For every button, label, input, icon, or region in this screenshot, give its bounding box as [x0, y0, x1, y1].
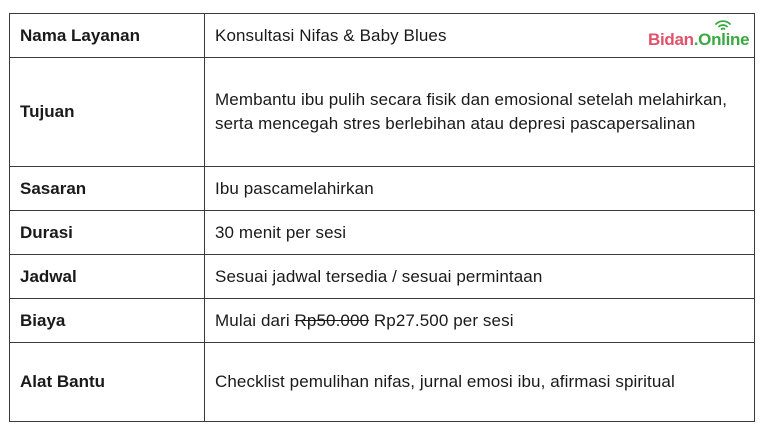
logo-online-text: Online: [698, 30, 750, 49]
table-row-biaya: [10, 299, 755, 343]
row-label: Nama Layanan: [10, 14, 205, 58]
table-row-jadwal: [10, 255, 755, 299]
logo-bidan-text: Bidan: [648, 30, 694, 49]
row-value: [205, 299, 755, 343]
table-row-alat-bantu: [10, 343, 755, 422]
row-label: Tujuan: [10, 58, 205, 167]
row-label: Sasaran: [10, 167, 205, 211]
row-label: Alat Bantu: [10, 343, 205, 422]
table-row-sasaran: [10, 167, 755, 211]
old-price: Rp50.000: [294, 310, 370, 330]
service-info-table: [9, 13, 755, 422]
table-row-tujuan: [10, 58, 755, 167]
table-row-nama-layanan: [10, 14, 755, 58]
logo-dot: .: [693, 30, 699, 49]
logo-wordmark: [648, 30, 749, 50]
row-value: 30 menit per sesi: [205, 211, 755, 255]
row-value: Membantu ibu pulih secara fisik dan emosional setelah melahirkan, serta mencegah stres berlebihan atau depresi pascapersalinan: [205, 58, 755, 167]
row-value: Konsultasi Nifas & Baby Blues: [205, 14, 755, 58]
row-label: Jadwal: [10, 255, 205, 299]
row-value: Ibu pascamelahirkan: [205, 167, 755, 211]
row-value: Sesuai jadwal tersedia / sesuai permintaan: [205, 255, 755, 299]
row-label: Durasi: [10, 211, 205, 255]
row-value: Checklist pemulihan nifas, jurnal emosi ibu, afirmasi spiritual: [205, 343, 755, 422]
bidan-online-logo: [648, 20, 748, 50]
row-label: Biaya: [10, 299, 205, 343]
price-prefix: Mulai dari: [215, 310, 290, 330]
table-row-durasi: [10, 211, 755, 255]
new-price: Rp27.500 per sesi: [373, 310, 514, 330]
